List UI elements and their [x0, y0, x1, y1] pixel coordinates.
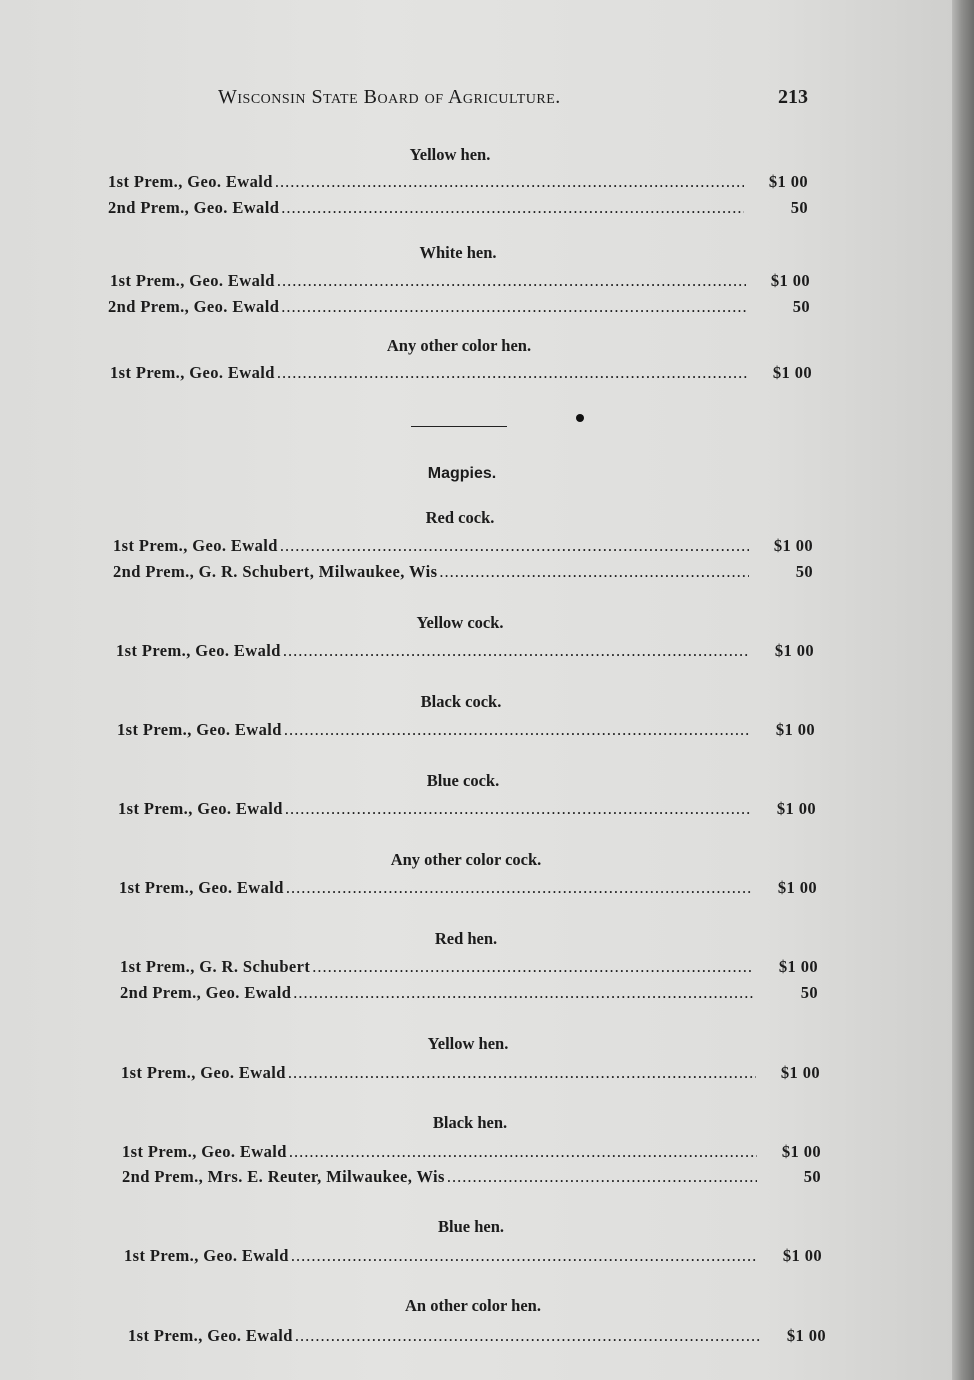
entry-label: 2nd Prem., Geo. Ewald [108, 297, 280, 316]
entry-amount: 50 [795, 562, 813, 581]
entry-amount: $1 00 [780, 1063, 820, 1082]
premium-entry [108, 172, 808, 192]
breed-heading: Magpies. [427, 465, 497, 482]
entry-label: 2nd Prem., Geo. Ewald [120, 983, 292, 1002]
premium-entry [110, 271, 810, 291]
premium-entry [113, 562, 813, 582]
entry-amount: $1 00 [774, 641, 814, 660]
dot-leader [295, 1326, 762, 1346]
dot-leader [312, 957, 754, 977]
premium-entry [120, 957, 818, 977]
entry-label: 1st Prem., Geo. Ewald [119, 878, 284, 897]
page-number: 213 [778, 86, 808, 108]
entry-amount: 50 [792, 297, 810, 316]
entry-amount: $1 00 [776, 799, 816, 818]
dot-leader [281, 297, 746, 317]
dot-leader [281, 198, 744, 218]
section-heading: Blue cock. [426, 771, 500, 790]
entry-amount: $1 00 [772, 363, 812, 382]
premium-entry [122, 1167, 821, 1187]
entry-label: 1st Prem., Geo. Ewald [124, 1246, 289, 1265]
premium-entry [116, 641, 814, 661]
entry-label: 1st Prem., Geo. Ewald [108, 172, 273, 191]
entry-amount: $1 00 [781, 1142, 821, 1161]
section-heading: Any other color hen. [386, 336, 532, 355]
entry-amount: $1 00 [775, 720, 815, 739]
premium-entry [110, 363, 812, 383]
entry-label: 1st Prem., G. R. Schubert [120, 957, 311, 976]
premium-entry [108, 198, 808, 218]
entry-label: 1st Prem., Geo. Ewald [122, 1142, 287, 1161]
entry-label: 1st Prem., Geo. Ewald [110, 271, 275, 290]
premium-entry [117, 720, 815, 740]
entry-amount: $1 00 [782, 1246, 822, 1265]
premium-entry [124, 1246, 822, 1266]
entry-amount: 50 [800, 983, 818, 1002]
dot-leader [439, 562, 749, 582]
entry-amount: $1 00 [768, 172, 808, 191]
dot-leader [291, 1246, 758, 1266]
premium-entry [119, 878, 817, 898]
dot-leader [285, 799, 752, 819]
entry-amount: $1 00 [770, 271, 810, 290]
ink-speck [576, 414, 584, 422]
premium-entry [121, 1063, 820, 1083]
premium-entry [128, 1326, 826, 1346]
entry-label: 1st Prem., Geo. Ewald [110, 363, 275, 382]
section-heading: Red hen. [434, 929, 498, 948]
dot-leader [293, 983, 754, 1003]
dot-leader [286, 878, 753, 898]
entry-label: 1st Prem., Geo. Ewald [117, 720, 282, 739]
section-heading: An other color hen. [405, 1296, 541, 1315]
entry-label: 1st Prem., Geo. Ewald [113, 536, 278, 555]
entry-amount: $1 00 [778, 957, 818, 976]
premium-entry [113, 536, 813, 556]
entry-label: 2nd Prem., G. R. Schubert, Milwaukee, Wis [113, 562, 438, 581]
premium-entry [120, 983, 818, 1003]
running-title: Wisconsin State Board of Agriculture. [218, 86, 561, 108]
section-divider [411, 426, 507, 427]
dot-leader [283, 641, 750, 661]
dot-leader [284, 720, 751, 740]
entry-label: 2nd Prem., Geo. Ewald [108, 198, 280, 217]
section-heading: Blue hen. [437, 1217, 505, 1236]
entry-label: 1st Prem., Geo. Ewald [116, 641, 281, 660]
dot-leader [288, 1063, 756, 1083]
section-heading: Yellow cock. [416, 613, 504, 632]
dot-leader [289, 1142, 757, 1162]
entry-label: 1st Prem., Geo. Ewald [118, 799, 283, 818]
entry-amount: $1 00 [777, 878, 817, 897]
entry-amount: $1 00 [786, 1326, 826, 1345]
book-binding-edge [952, 0, 974, 1380]
page-header [218, 86, 808, 116]
premium-entry [108, 297, 810, 317]
entry-label: 1st Prem., Geo. Ewald [128, 1326, 293, 1345]
dot-leader [275, 172, 744, 192]
section-heading: Black hen. [432, 1113, 508, 1132]
dot-leader [277, 363, 748, 383]
entry-amount: $1 00 [773, 536, 813, 555]
entry-amount: 50 [790, 198, 808, 217]
dot-leader [280, 536, 749, 556]
section-heading: Red cock. [425, 508, 495, 527]
dot-leader [447, 1167, 757, 1187]
entry-label: 2nd Prem., Mrs. E. Reuter, Milwaukee, Wis [122, 1167, 445, 1186]
section-heading: Yellow hen. [409, 145, 491, 164]
section-heading: Any other color cock. [390, 850, 542, 869]
premium-entry [122, 1142, 821, 1162]
premium-entry [118, 799, 816, 819]
section-heading: Yellow hen. [427, 1034, 509, 1053]
dot-leader [277, 271, 746, 291]
entry-label: 1st Prem., Geo. Ewald [121, 1063, 286, 1082]
section-heading: Black cock. [420, 692, 502, 711]
entry-amount: 50 [803, 1167, 821, 1186]
section-heading: White hen. [419, 243, 497, 262]
